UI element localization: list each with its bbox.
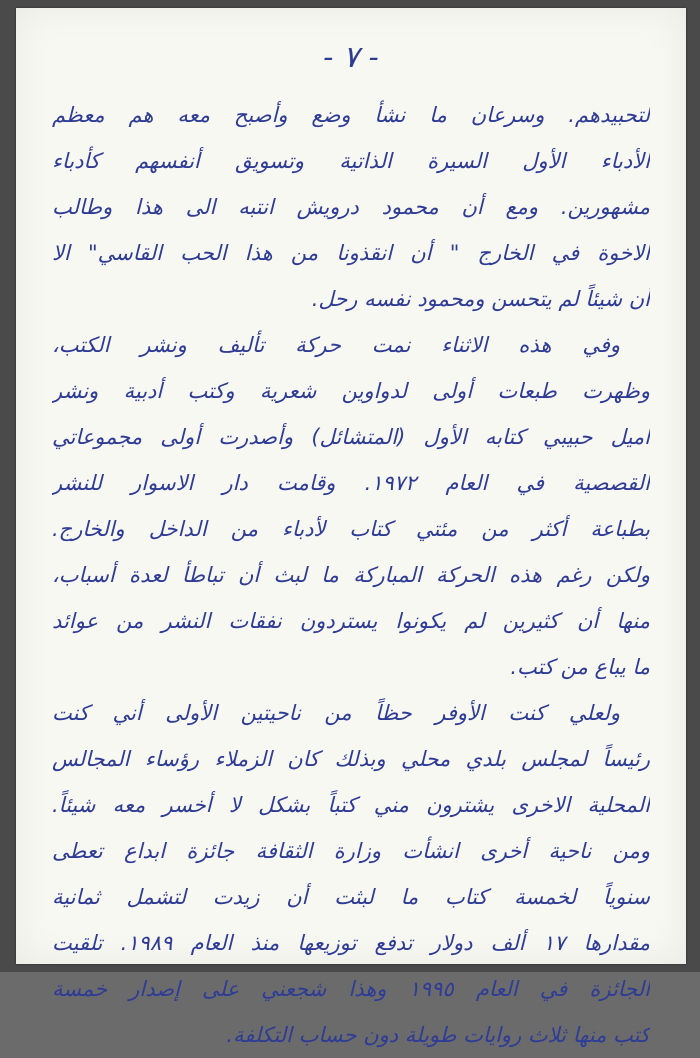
handwritten-text-block	[52, 92, 650, 1058]
text-line: الجائزة في العام ١٩٩٥ وهذا شجعني على إصدار خمسة	[52, 977, 650, 1001]
text-line: مشهورين. ومع أن محمود درويش انتبه الى هذا وطالب	[52, 195, 650, 219]
text-line: أن شيئاً لم يتحسن ومحمود نفسه رحل.	[311, 287, 650, 311]
text-line: وظهرت طبعات أولى لدواوين شعرية وكتب أدبية ونشر	[52, 379, 650, 403]
text-line: وفي هذه الاثناء نمت حركة تأليف ونشر الكتب،	[52, 333, 620, 357]
page-number: - ٧ -	[323, 40, 379, 75]
text-line: الاخوة في الخارج " أن انقذونا من هذا الحب القاسي" الا	[52, 241, 650, 265]
text-line: سنوياً لخمسة كتاب ما لبثت أن زيدت لتشمل ثمانية	[52, 885, 650, 909]
text-line: اميل حبيبي كتابه الأول (المتشائل) وأصدرت أولى مجموعاتي	[52, 425, 650, 449]
text-line: رئيساً لمجلس بلدي محلي وبذلك كان الزملاء رؤساء المجالس	[52, 747, 650, 771]
text-line: لتحبيدهم. وسرعان ما نشأ وضع وأصبح معه هم معظم	[52, 103, 650, 127]
text-line: المحلية الاخرى يشترون مني كتباً بشكل لا أخسر معه شيئاً.	[52, 793, 650, 817]
text-line: بطباعة أكثر من مئتي كتاب لأدباء من الداخل والخارج.	[52, 517, 650, 541]
text-line: القصصية في العام ١٩٧٢. وقامت دار الاسوار للنشر	[52, 471, 650, 495]
text-line: ما يباع من كتب.	[510, 655, 650, 679]
text-line: الأدباء الأول السيرة الذاتية وتسويق أنفسهم كأدباء	[52, 149, 650, 173]
text-line: كتب منها ثلاث روايات طويلة دون حساب التكلفة.	[226, 1023, 650, 1047]
handwritten-page	[16, 8, 686, 1047]
text-line: منها أن كثيرين لم يكونوا يستردون نفقات النشر من عوائد	[52, 609, 650, 633]
text-line: ولكن رغم هذه الحركة المباركة ما لبث أن تباطأ لعدة أسباب،	[52, 563, 650, 587]
text-line: مقدارها ١٧ ألف دولار تدفع توزيعها منذ العام ١٩٨٩. تلقيت	[52, 931, 650, 955]
text-line: ومن ناحية أخرى انشأت وزارة الثقافة جائزة ابداع تعطى	[52, 839, 650, 863]
text-line: ولعلي كنت الأوفر حظاً من ناحيتين الأولى أني كنت	[52, 701, 620, 725]
